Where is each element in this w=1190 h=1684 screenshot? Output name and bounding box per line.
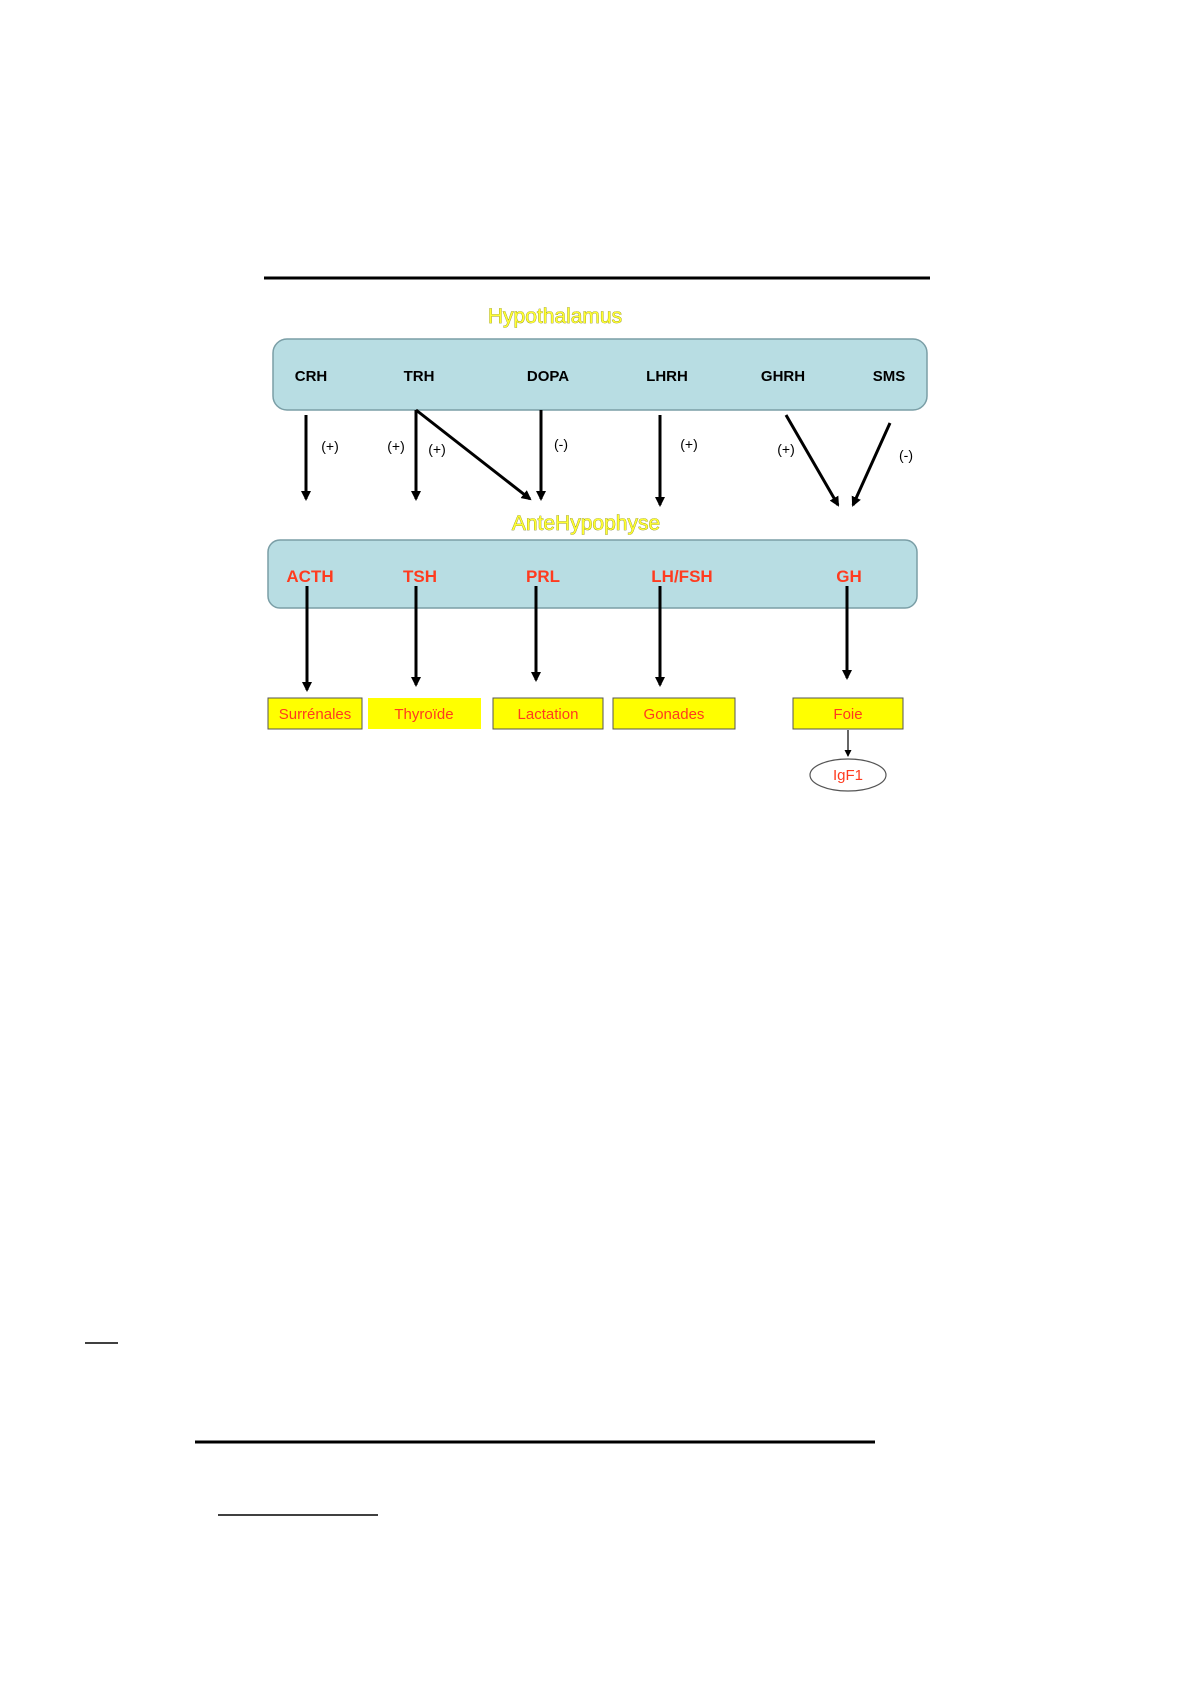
target-thyroide: Thyroïde bbox=[394, 706, 454, 723]
sign-crh: (+) bbox=[321, 438, 339, 454]
target-gonades: Gonades bbox=[643, 706, 705, 723]
sign-sms: (-) bbox=[899, 447, 913, 463]
hormone-gh: GH bbox=[836, 567, 862, 586]
hormone-dopa: DOPA bbox=[526, 368, 570, 385]
target-lactation: Lactation bbox=[517, 706, 579, 723]
antehypophyse-title: AnteHypophyse bbox=[511, 512, 661, 535]
sign-dopa: (-) bbox=[554, 436, 568, 452]
hormone-sms: SMS bbox=[872, 368, 906, 385]
sign-ghrh: (+) bbox=[777, 441, 795, 457]
hormone-crh: CRH bbox=[294, 368, 328, 385]
arrow-ghrh bbox=[786, 415, 838, 505]
hormone-ghrh: GHRH bbox=[760, 368, 806, 385]
hormone-prl: PRL bbox=[526, 567, 560, 586]
sign-trh-right: (+) bbox=[428, 441, 446, 457]
target-surrenales: Surrénales bbox=[278, 706, 352, 723]
hormone-trh: TRH bbox=[403, 368, 435, 385]
hypothalamus-box bbox=[273, 339, 927, 410]
hormone-acth: ACTH bbox=[286, 567, 334, 586]
sign-lhrh: (+) bbox=[680, 436, 698, 452]
hormone-lhrh: LHRH bbox=[646, 368, 688, 385]
sign-trh-left: (+) bbox=[387, 438, 405, 454]
target-foie: Foie bbox=[833, 706, 863, 723]
hormone-tsh: TSH bbox=[403, 567, 437, 586]
hormone-lhfsh: LH/FSH bbox=[651, 567, 713, 586]
arrow-sms bbox=[853, 423, 890, 505]
antehypophyse-box bbox=[268, 540, 917, 608]
igf1-label: IgF1 bbox=[832, 767, 864, 784]
hypothalamus-title: Hypothalamus bbox=[487, 305, 623, 328]
